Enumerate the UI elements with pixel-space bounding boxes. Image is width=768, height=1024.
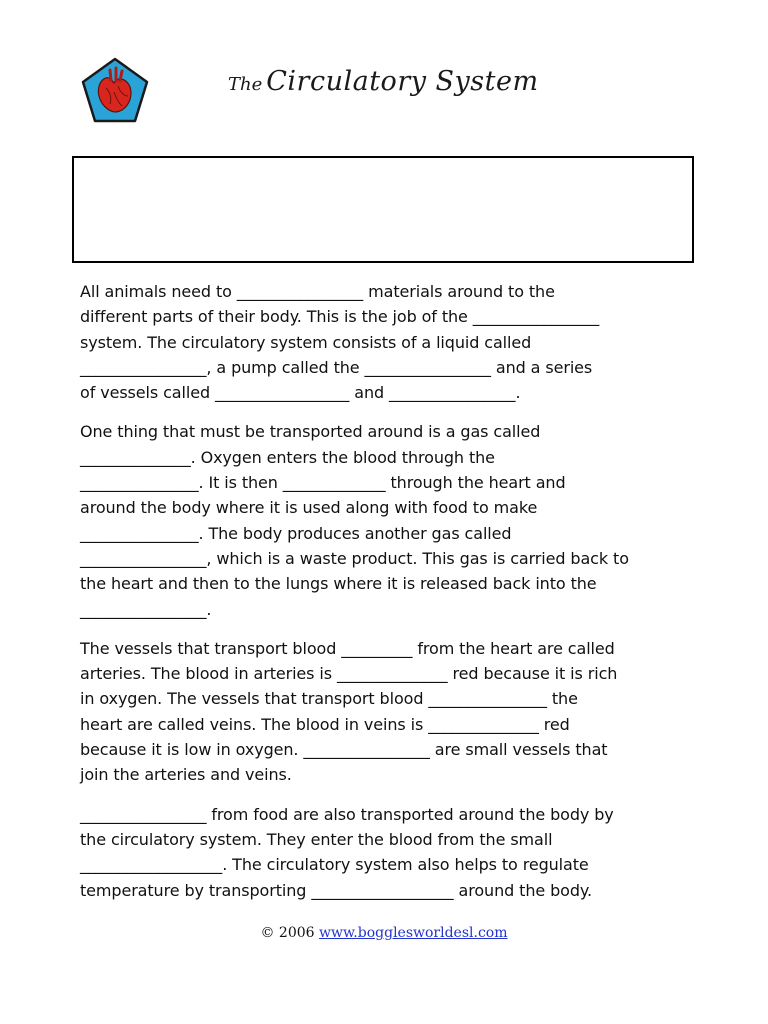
text-line: heart are called veins. The blood in veins is ______________ red — [80, 714, 570, 734]
text-line: system. The circulatory system consists of a liquid called — [80, 332, 532, 352]
footer — [0, 925, 768, 941]
text-line: _______________. The body produces another gas called — [80, 523, 512, 543]
text-line: the circulatory system. They enter the blood from the small — [80, 829, 553, 849]
heart-pentagon-icon — [80, 56, 150, 124]
title-main: Circulatory System — [266, 66, 539, 97]
text-line: All animals need to ________________ materials around to the — [80, 282, 555, 301]
text-line: ________________, which is a waste product. This gas is carried back to — [80, 548, 629, 568]
website-link[interactable]: www.bogglesworldesl.com — [319, 925, 508, 941]
text-line: ______________. Oxygen enters the blood through the — [80, 447, 495, 467]
text-line: of vessels called _________________ and ________________. — [80, 383, 521, 403]
title-prefix: The — [228, 74, 263, 95]
text-line: the heart and then to the lungs where it is released back into the — [80, 574, 597, 594]
text-line: different parts of their body. This is the job of the ________________ — [80, 307, 600, 327]
answer-box — [72, 156, 694, 263]
paragraph-1 — [80, 279, 700, 405]
paragraph-2 — [80, 419, 700, 621]
copyright-text: © 2006 — [260, 925, 315, 941]
text-line: ________________. — [80, 599, 212, 619]
paragraph-3 — [80, 636, 700, 788]
text-line: The vessels that transport blood _________ from the heart are called — [80, 638, 615, 658]
text-line: around the body where it is used along with food to make — [80, 498, 538, 518]
text-line: temperature by transporting __________________ around the body. — [80, 880, 592, 900]
text-line: One thing that must be transported around is a gas called — [80, 422, 541, 442]
text-line: arteries. The blood in arteries is ______________ red because it is rich — [80, 664, 618, 684]
text-line: because it is low in oxygen. ________________ are small vessels that — [80, 740, 608, 760]
paragraph-4 — [80, 802, 700, 903]
text-line: __________________. The circulatory system also helps to regulate — [80, 855, 589, 875]
text-line: ________________, a pump called the ________________ and a series — [80, 357, 593, 377]
text-line: ________________ from food are also transported around the body by — [80, 804, 614, 824]
page-title — [228, 66, 539, 97]
text-line: join the arteries and veins. — [80, 765, 292, 785]
worksheet-body — [80, 279, 700, 917]
text-line: in oxygen. The vessels that transport blood _______________ the — [80, 689, 578, 709]
text-line: _______________. It is then _____________ through the heart and — [80, 473, 566, 493]
